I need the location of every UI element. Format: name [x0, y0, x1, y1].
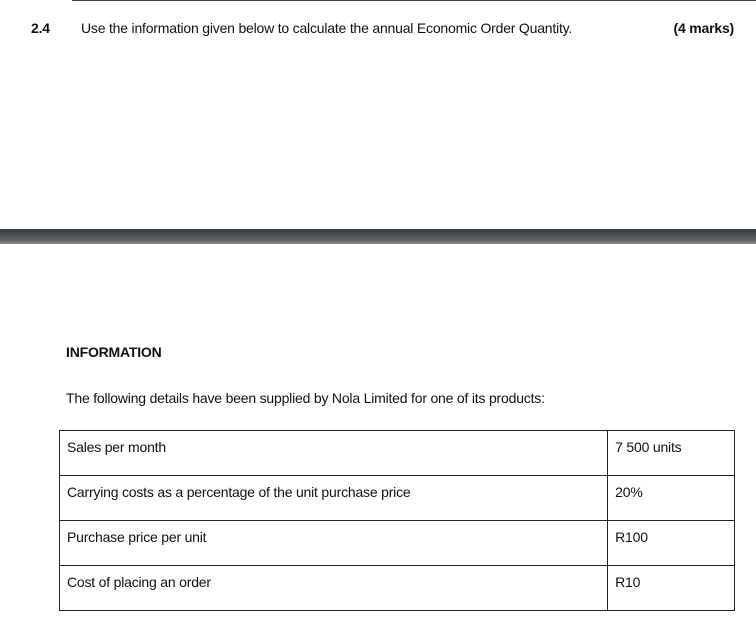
information-heading: INFORMATION: [66, 344, 162, 360]
table-row: [60, 476, 735, 521]
table-row: [60, 431, 735, 476]
row-label: Carrying costs as a percentage of the unit purchase price: [60, 476, 608, 521]
row-value: 7 500 units: [608, 431, 735, 476]
row-value: R100: [608, 521, 735, 566]
information-table: [59, 430, 735, 611]
question-marks: (4 marks): [673, 20, 734, 36]
top-rule: [72, 0, 756, 1]
question-number: 2.4: [31, 20, 50, 36]
row-value: 20%: [608, 476, 735, 521]
question-text: Use the information given below to calculate the annual Economic Order Quantity.: [81, 20, 573, 36]
table-row: [60, 566, 735, 611]
row-label: Sales per month: [60, 431, 608, 476]
row-label: Purchase price per unit: [60, 521, 608, 566]
row-value: R10: [608, 566, 735, 611]
information-intro: The following details have been supplied by Nola Limited for one of its products:: [66, 390, 545, 406]
page-divider: [0, 229, 756, 244]
row-label: Cost of placing an order: [60, 566, 608, 611]
table-row: [60, 521, 735, 566]
